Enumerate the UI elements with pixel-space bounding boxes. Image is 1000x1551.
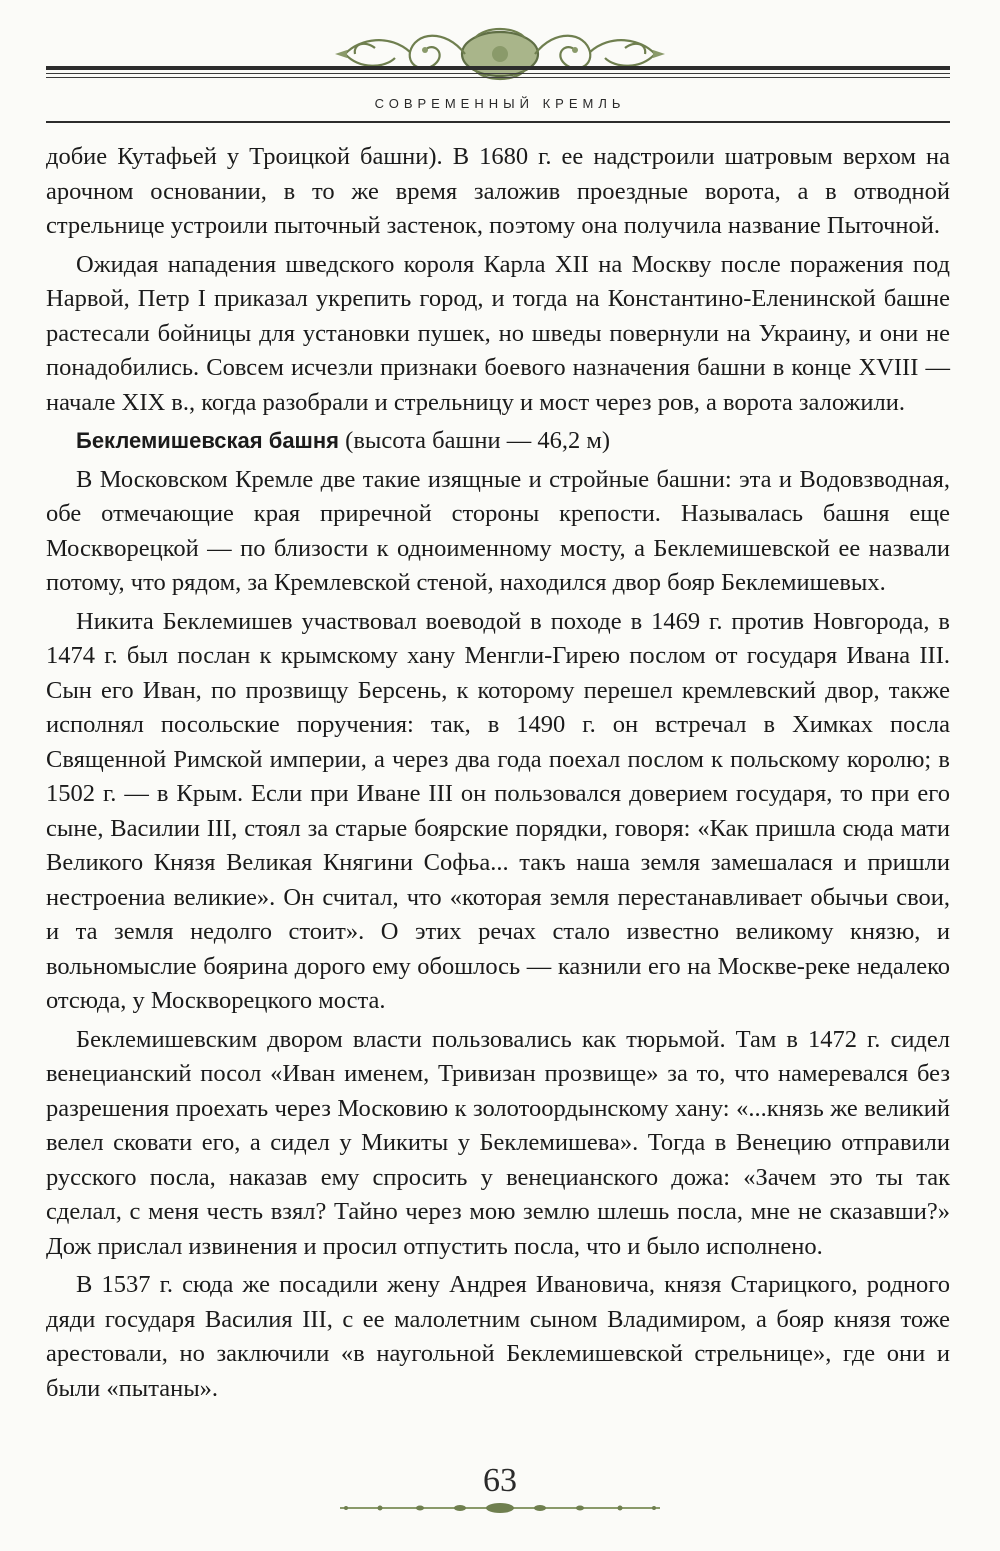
section-heading-title: Беклемишевская башня xyxy=(76,428,340,453)
bottom-ornament-icon xyxy=(340,1500,660,1516)
header-rule-thin-2 xyxy=(46,77,950,78)
running-head-rule xyxy=(46,121,950,123)
page-number: 63 xyxy=(483,1462,517,1499)
body-text xyxy=(46,140,950,1410)
paragraph-2: Ожидая нападения шведского короля Карла XII на Москву после поражения под Нарвой, Петр I приказал укрепить город, и тогда на Константино-Еленинской башне растесали бойницы для установки пушек, но шведы повернули на Украину, и они не понадобились. Совсем исчезли признаки боевого назначения башни в конце XVIII — начале XIX в., когда разобрали и стрельницу и мост через ров, а ворота заложили. xyxy=(46,250,950,416)
paragraph-5: Беклемишевским двором власти пользовались как тюрьмой. Там в 1472 г. сидел венецианский посол «Иван именем, Тривизан прозвище» за то, что намеревался без разрешения проехать через Московию к золотоордынскому хану: «...князь же великий велел сковати его, а сидел у Микиты у Беклемишева». Тогда в Венецию отправили русского посла, наказав ему спросить у венецианского дожа: «Зачем это ты так сделал, с меня честь взял? Тайно через мою землю шлешь посла, мне не сказавши?» Дож прислал извинения и просил отпустить посла, что и было исполнено. xyxy=(46,1025,950,1260)
paragraph-6: В 1537 г. сюда же посадили жену Андрея Ивановича, князя Старицкого, родного дяди государя Василия III, с ее малолетним сыном Владимиром, а бояр князя тоже арестовали, но заключили «в наугольной Беклемишевской стрельнице», где они и были «пытаны». xyxy=(46,1271,950,1402)
running-head: СОВРЕМЕННЫЙ КРЕМЛЬ xyxy=(374,96,626,111)
paragraph-3: В Московском Кремле две такие изящные и стройные башни: эта и Водовзводная, обе отмечающие края приречной стороны крепости. Называлась башня еще Москворецкой — по близости к одноименному мосту, а Беклемишевской ее назвали потому, что рядом, за Кремлевской стеной, находился двор бояр Беклемишевых. xyxy=(46,465,950,596)
section-heading-note: (высота башни — 46,2 м) xyxy=(339,427,610,454)
paragraph-1: добие Кутафьей у Троицкой башни). В 1680 г. ее надстроили шатровым верхом на арочном основании, в то же время заложив проездные ворота, а в отводной стрельнице устроили пыточный застенок, поэтому она получила название Пыточной. xyxy=(46,143,950,239)
header-rule-thick xyxy=(46,66,950,70)
paragraph-4: Никита Беклемишев участвовал воеводой в походе в 1469 г. против Новгорода, в 1474 г. был послан к крымскому хану Менгли-Гирею послом от государя Ивана III. Сын его Иван, по прозвищу Берсень, к которому перешел кремлевский двор, также исполнял посольские поручения: так, в 1490 г. он встречал в Химках посла Священной Римской империи, а через два года поехал послом к польскому королю; в 1502 г. — в Крым. Если при Иване III он пользовался доверием государя, то при его сыне, Василии III, стоял за старые боярские порядки, говоря: «Как пришла сюда мати Великого Князя Великая Княгини Софьа... такъ наша земля замешалася и пришли нестроениа великие». Он считал, что «которая земля перестанавливает обычьи свои, и та земля недолго стоит». О этих речах стало известно великому князю, и вольномыслие боярина дорого ему обошлось — казнили его на Москве-реке недалеко отсюда, у Москворецкого моста. xyxy=(46,607,950,1014)
header-rule-thin xyxy=(46,73,950,74)
section-heading xyxy=(46,424,950,459)
